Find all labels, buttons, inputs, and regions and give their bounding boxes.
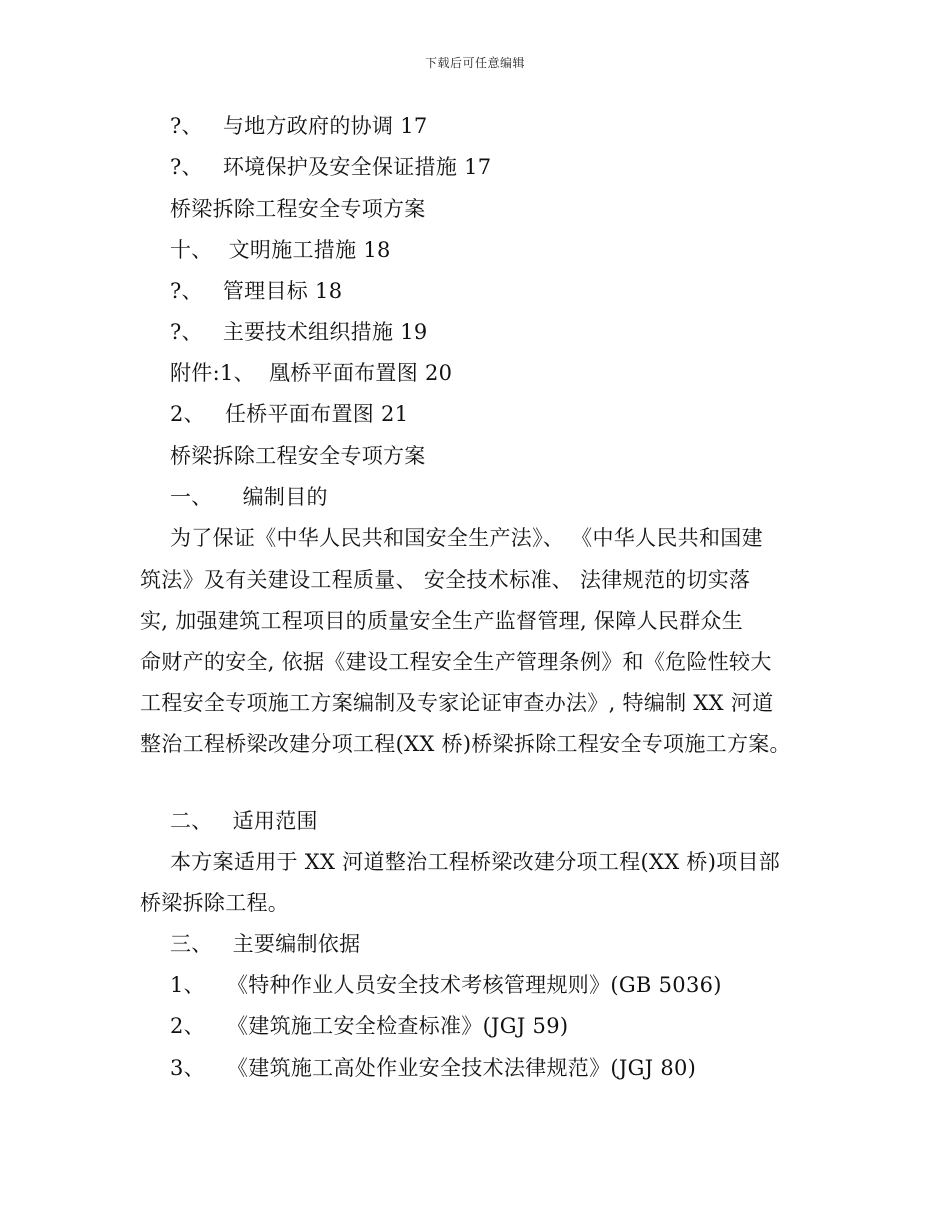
reference-marker: 1、 — [170, 973, 205, 997]
page-header: 下载后可任意编辑 — [424, 56, 525, 70]
toc-marker: ?、 — [170, 114, 203, 138]
toc-marker: ?、 — [170, 279, 203, 303]
toc-item — [170, 111, 428, 141]
section-heading — [170, 806, 318, 836]
paragraph-line: 为了保证《中华人民共和国安全生产法》、 《中华人民共和国建 — [170, 526, 763, 550]
section-heading — [170, 482, 328, 512]
reference-text: 《建筑施工安全检查标准》(JGJ 59) — [226, 1014, 569, 1038]
toc-text: 环境保护及安全保证措施 17 — [222, 155, 492, 179]
reference-item — [170, 1053, 696, 1083]
paragraph-line: 桥梁拆除工程。 — [140, 891, 290, 915]
toc-text: 桥梁拆除工程安全专项方案 — [170, 197, 426, 221]
toc-item — [170, 317, 428, 347]
toc-item — [170, 152, 491, 182]
paragraph-line: 本方案适用于 XX 河道整治工程桥梁改建分项工程(XX 桥)项目部 — [170, 850, 781, 874]
toc-marker: ?、 — [170, 155, 203, 179]
toc-item — [170, 194, 426, 224]
toc-text: 管理目标 18 — [222, 279, 343, 303]
toc-text: 文明施工措施 18 — [228, 238, 391, 262]
section-heading — [170, 929, 360, 959]
toc-text: 任桥平面布置图 21 — [224, 402, 409, 426]
section-title: 主要编制依据 — [232, 932, 361, 956]
paragraph-line: 实, 加强建筑工程项目的质量安全生产监督管理, 保障人民群众生 — [140, 609, 743, 633]
document-title: 桥梁拆除工程安全专项方案 — [170, 444, 426, 468]
toc-item — [170, 235, 391, 265]
toc-item — [170, 276, 342, 306]
toc-item — [170, 399, 408, 429]
toc-text: 凰桥平面布置图 20 — [268, 361, 453, 385]
reference-item — [170, 970, 722, 1000]
reference-text: 《特种作业人员安全技术考核管理规则》(GB 5036) — [226, 973, 722, 997]
toc-item — [170, 358, 452, 388]
section-title: 适用范围 — [232, 809, 318, 833]
paragraph-line: 命财产的安全, 依据《建设工程安全生产管理条例》和《危险性较大 — [140, 650, 772, 674]
section-marker: 二、 — [170, 809, 213, 833]
reference-text: 《建筑施工高处作业安全技术法律规范》(JGJ 80) — [226, 1056, 697, 1080]
toc-marker: ?、 — [170, 320, 203, 344]
toc-marker: 附件:1、 — [170, 361, 255, 385]
reference-marker: 3、 — [170, 1056, 205, 1080]
section-title: 编制目的 — [242, 485, 328, 509]
section-marker: 一、 — [170, 485, 213, 509]
section-marker: 三、 — [170, 932, 213, 956]
toc-marker: 2、 — [170, 402, 205, 426]
paragraph-line: 筑法》及有关建设工程质量、 安全技术标准、 法律规范的切实落 — [140, 568, 751, 592]
paragraph-line: 整治工程桥梁改建分项工程(XX 桥)桥梁拆除工程安全专项施工方案。 — [140, 732, 791, 756]
paragraph-line: 工程安全专项施工方案编制及专家论证审查办法》, 特编制 XX 河道 — [140, 691, 774, 715]
toc-text: 主要技术组织措施 19 — [222, 320, 428, 344]
toc-marker: 十、 — [170, 238, 213, 262]
toc-text: 与地方政府的协调 17 — [222, 114, 428, 138]
reference-item — [170, 1011, 568, 1041]
reference-marker: 2、 — [170, 1014, 205, 1038]
